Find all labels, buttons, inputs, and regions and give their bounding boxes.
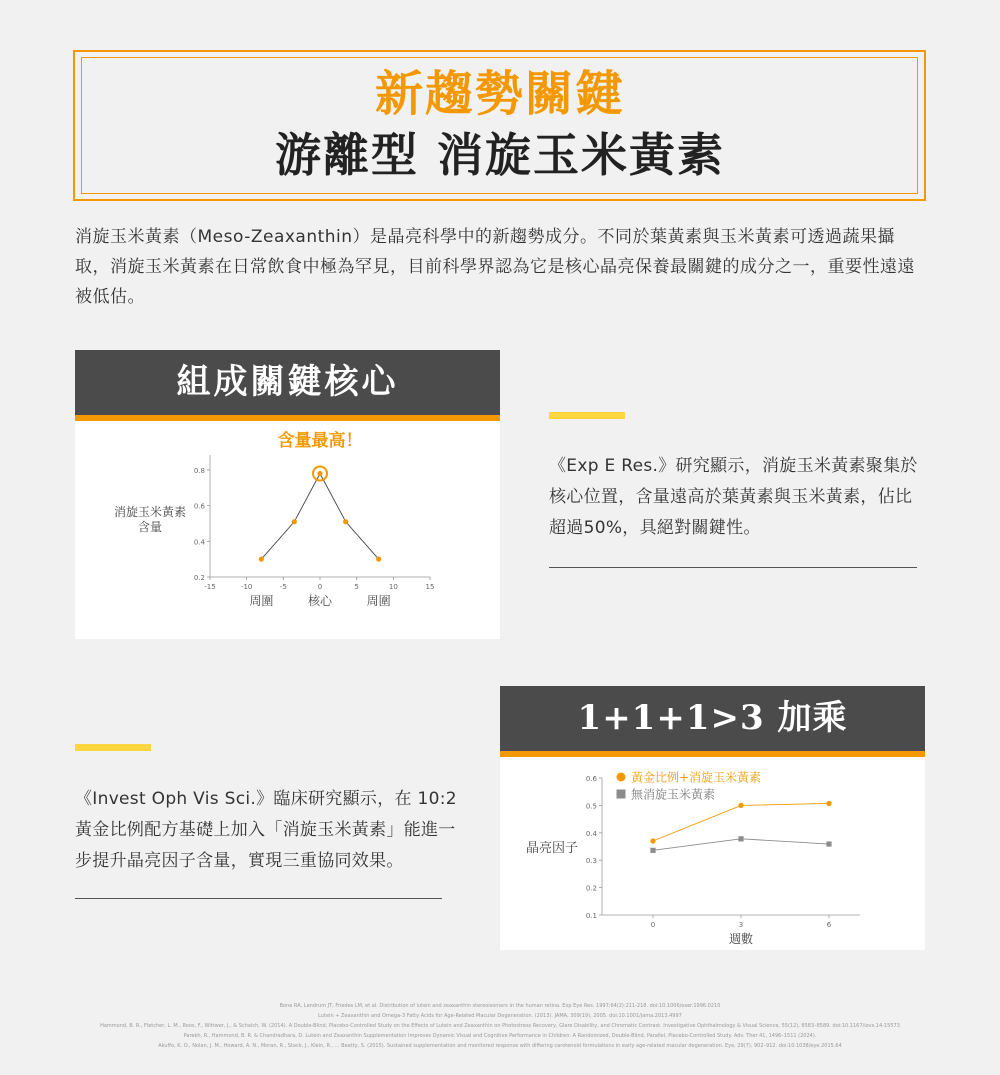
chart2-data-point <box>738 803 743 808</box>
reference-item: Lutein + Zeaxanthin and Omega-3 Fatty Acids for Age-Related Macular Degeneration. (2013). JAMA, 309(19), 2005. doi:10.1001/jama.2013.4997 <box>318 1013 682 1019</box>
chart2-y-tick-label: 0.1 <box>585 912 597 920</box>
chart1-data-point <box>292 519 297 524</box>
chart1-x-tick-label: 5 <box>354 583 359 591</box>
chart2-data-point <box>826 801 831 806</box>
section1-header-text: 組成關鍵核心 <box>176 362 399 402</box>
chart1-svg <box>75 421 500 639</box>
chart2-data-point <box>650 848 655 853</box>
chart1-y-tick-label: 0.6 <box>193 502 205 511</box>
chart1-data-point <box>317 471 322 476</box>
chart1-x-tick-label: 10 <box>388 583 398 591</box>
chart2-y-tick-label: 0.5 <box>585 802 597 811</box>
chart2-data-point <box>650 838 655 843</box>
section1-description: 《Exp E Res.》研究顯示，消旋玉米黃素聚集於核心位置，含量遠高於葉黃素與玉米黃素，佔比超過50%，具絕對關鍵性。 <box>549 456 918 538</box>
chart1-x-tick-label: -5 <box>279 583 287 591</box>
references <box>0 1001 1000 1051</box>
chart1-x-tick-label: -15 <box>204 583 216 591</box>
chart1-y-label: 消旋玉米黃素 <box>113 505 187 519</box>
chart1-data-point <box>343 519 348 524</box>
chart2-legend-label: 黃金比例+消旋玉米黃素 <box>631 770 762 785</box>
reference-item: Parekh, R., Hammond, B. R. & Chandradhara, D. Lutein and Zeaxanthin Supplementation Improves Dynamic Visual and Cognitive Performance in Children: A Randomized, Double-Blind, Parallel, Placebo-Controlled Study. Adv. Ther 41, 1496–1511 (2024). <box>183 1033 817 1039</box>
chart2-x-label: 週數 <box>728 932 754 946</box>
chart1-data-point <box>376 557 381 562</box>
chart2-y-tick-label: 0.2 <box>585 884 597 893</box>
chart1-y-tick-label: 0.2 <box>193 574 205 582</box>
chart2-svg <box>500 757 925 950</box>
reference-item: Akuffo, K. O., Nolan, J. M., Howard, A. N., Moran, R., Stack, J., Klein, R., … Beatty, S. (2015). Sustained supplementation and monitored response with differing carotenoid formulations in early age-related macular degeneration. Eye, 29(7), 902–912. doi:10.1038/eye.2015.64 <box>158 1043 842 1049</box>
section1-divider <box>549 567 917 568</box>
chart2-x-tick-label: 6 <box>826 921 832 929</box>
chart2-legend-label: 無消旋玉米黃素 <box>631 787 716 802</box>
chart2-series-line <box>653 803 829 841</box>
section2-header <box>500 686 925 751</box>
chart1-x-tick-label: 0 <box>317 583 323 591</box>
chart1-data-point <box>259 557 264 562</box>
chart1-annotation: 含量最高！ <box>277 431 363 451</box>
section2-accent-bar <box>75 744 151 751</box>
headline-main: 游離型 消旋玉米黃素 <box>274 128 725 182</box>
chart1-y-tick-label: 0.8 <box>193 466 205 475</box>
chart1-series-line <box>261 473 378 559</box>
chart1-y-label: 含量 <box>137 520 163 534</box>
section2-description: 《Invest Oph Vis Sci.》臨床研究顯示，在 10:2 黃金比例配方基礎上加入「消旋玉米黃素」能進一步提升晶亮因子含量，實現三重協同效果。 <box>75 789 457 871</box>
chart2-x-tick-label: 0 <box>650 921 656 929</box>
chart1-y-tick-label: 0.4 <box>193 538 205 547</box>
chart1-x-category: 核心 <box>307 594 333 608</box>
section1-accent-bar <box>549 412 625 419</box>
chart2-y-tick-label: 0.6 <box>585 775 597 783</box>
chart1-x-category: 周圍 <box>366 594 391 608</box>
chart1-panel <box>75 421 500 639</box>
chart1-x-tick-label: -10 <box>240 583 253 591</box>
chart2-y-label: 晶亮因子 <box>525 841 579 856</box>
chart2-y-tick-label: 0.4 <box>585 829 597 838</box>
section1-header <box>75 350 500 415</box>
chart2-data-point <box>826 841 831 846</box>
headline-accent: 新趨勢關鍵 <box>374 66 625 122</box>
chart2-legend-marker <box>617 773 626 782</box>
intro-paragraph: 消旋玉米黃素（Meso-Zeaxanthin）是晶亮科學中的新趨勢成分。不同於葉黃素與玉米黃素可透過蔬果攝取，消旋玉米黃素在日常飲食中極為罕見，目前科學界認為它是核心晶亮保養最關鍵的成分之一，重要性遠遠被低估。 <box>75 227 915 307</box>
chart1-x-category: 周圍 <box>249 594 274 608</box>
section2-divider <box>75 898 442 899</box>
chart2-panel <box>500 757 925 950</box>
reference-item: Hammond, B. R., Fletcher, L. M., Roos, F., Wittwer, J., & Schalch, W. (2014). A Double-Blind, Placebo-Controlled Study on the Effects of Lutein and Zeaxanthin on Photostress Recovery, Glare Disability, and Chromatic Contrast. Investigative Ophthalmology & Visual Science, 55(12), 8583–8589. doi:10.1167/iovs.14-15573 <box>100 1023 900 1029</box>
chart1-x-tick-label: 15 <box>425 583 435 591</box>
reference-item: Bone RA, Landrum JT, Friedes LM, et al. Distribution of lutein and zeaxanthin stereoisomers in the human retina. Exp Eye Res. 1997;64(2):211-218. doi:10.1006/exer.1996.0210 <box>279 1003 721 1009</box>
chart2-x-tick-label: 3 <box>738 921 744 929</box>
section2-header-text: 1+1+1>3 加乘 <box>577 698 848 738</box>
chart2-y-tick-label: 0.3 <box>585 857 597 866</box>
chart2-data-point <box>738 836 743 841</box>
chart2-legend-marker <box>617 790 626 799</box>
